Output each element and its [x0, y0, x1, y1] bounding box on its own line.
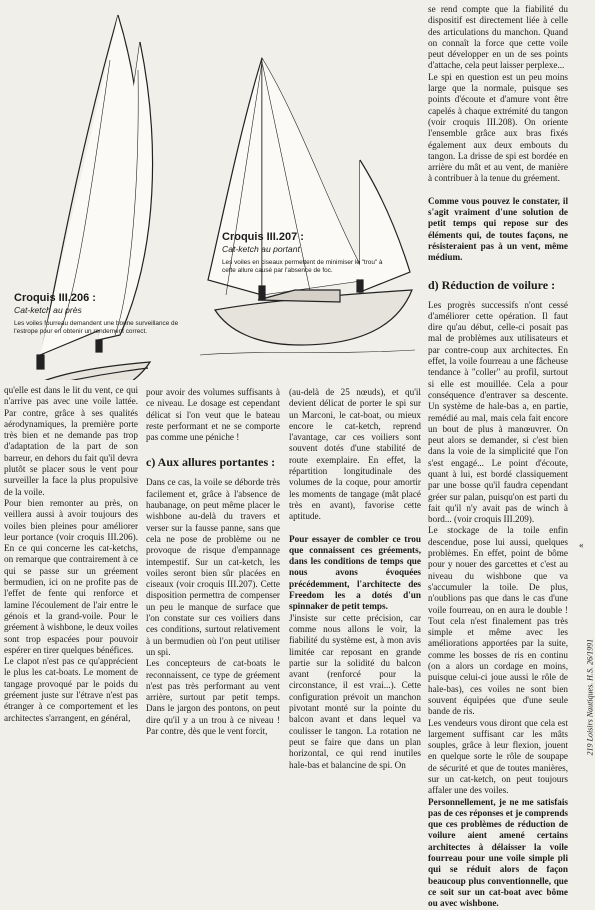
- caption-croquis-206: [14, 292, 184, 335]
- column-4-text-a: se rend compte que la fiabilité du dispositif est directement liée à celle des articulations du manchon. Quand on connaît la force que cette voile peut développer en un de ses points d'attache, cela peut laisser perplexe... Le spi en question est un peu moins large que la normale, puisque ses points d'écoute et d'amure vont être capelés à chaque extrémité du tangon (voir croquis III.208). On oriente l'ensemble grâce aux bras fixés également aux deux embouts du tangon. La drisse de spi est bordée en arrière du mât et au vent, de manière à contribuer à la tenue du gréement.: [428, 4, 568, 184]
- caption-207-title: Croquis III.207 :: [222, 231, 304, 243]
- column-3-bold-text: Pour essayer de combler ce trou que connaissent ces gréements, dans les conditions de temps que nous avons évoquées précédemment, l'architecte des Freedom les a dotés d'un spinnaker de petit temps.: [289, 533, 421, 612]
- folio-text: 219 Loisirs Nautiques. H.S. 26/1991: [585, 638, 595, 756]
- column-1-text: qu'elle est dans le lit du vent, ce qui n'arrive pas avec une voile lattée. Par contre, grâce à ses qualités aérodynamiques, la première porte très bien et ne demande pas trop d'adaptation de la part de son barreur, en dehors du fait qu'il devra plutôt se placer sous le vent pour surveiller la face la plus propulsive de la voile. Pour bien remonter au près, on veillera aussi à avoir toujours des voiles bien pleines pour améliorer leur portance (voir croquis III.206). En ce qui concerne les cat-ketchs, on remarque que contrairement à ce qui se passe sur un gréement bermudien, ici on ne profite pas de l'effet de fente qui renforce et lamine l'écoulement de l'air entre le génois et la grand-voile. Pour le gréement à wishbone, le deux voiles sont trop espacées pour pouvoir espérer en tirer quelques bénéfices. Le clapot n'est pas ce qu'apprécient le plus les cat-boats. Le moment de tangage provoqué par le poids du gréement juste sur l'étrave n'est pas étranger à ce comportement et les architectes s'arrangent, en général,: [4, 385, 138, 723]
- cat-ketch-running-drawing: [200, 58, 415, 355]
- sidebar-folio: [575, 566, 595, 756]
- column-3-text-a: (au-delà de 25 nœuds), et qu'il devient délicat de porter le spi sur un Marconi, le cat-boat, ou mieux encore le cat-ketch, reprend l'avantage, car ces voiliers sont souvent dotés d'une stabilité de route exemplaire. En effet, la répartition longitudinale des volumes de la coque, pour amortir les moments de tangage (mât placé très en avant), favorise cette aptitude.: [289, 387, 421, 522]
- column-2-text-a: pour avoir des volumes suffisants à ce niveau. Le dosage est cependant délicat si l'on veut que le bateau reste performant et ne se comporte pas comme une péniche !: [146, 387, 280, 443]
- caption-207-subtitle: Cat-ketch au portant: [222, 244, 300, 254]
- caption-206-title: Croquis III.206 :: [14, 292, 96, 304]
- caption-croquis-207: [222, 231, 394, 274]
- column-4-bold-text-2: Personnellement, je ne me satisfais pas de ces réponses et je comprends que ces problèmes de réduction de voilure aient amené certains architectes à délaisser la voile fourreau pour une voile simple pli qui se réduit alors de façon beaucoup plus conventionnelle, que ce soit sur un cat-boat avec bôme ou avec wishbone.: [428, 796, 568, 909]
- text-column-2: [146, 387, 280, 737]
- text-column-4: [428, 4, 568, 910]
- caption-206-description: Les voiles fourreau demandent une bonne surveillance de l'estrope pour en obtenir un rendement correct.: [14, 320, 179, 335]
- caption-206-subtitle: Cat-ketch au près: [14, 305, 82, 315]
- section-heading-d: d) Réduction de voilure :: [428, 277, 556, 292]
- column-2-text-b: Dans ce cas, la voile se déborde très facilement et, grâce à l'absence de haubanage, on peut même placer le wishbone au-delà du travers et verser sur la fausse panne, sans que cela ne pose de problème ou ne provoque de risque d'empannage intempestif. Sur un cat-ketch, les voiles seront bien sûr placées en ciseaux (voir croquis III.207). Cette disposition permettra de compenser un peu le manque de surface que l'on constate sur ces voiliers dans ces conditions, surtout relativement à un bermudien où l'on peut utiliser un spi. Les concepteurs de cat-boats le reconnaissent, ce type de gréement n'est pas très performant au vent arrière, surtout par petit temps. Dans le jargon des pontons, on peut dire qu'il y a un trou à ce niveau ! Par contre, dès que le vent forcit,: [146, 477, 280, 737]
- column-4-bold-text: Comme vous pouvez le constater, il s'agit vraiment d'une solution de petit temps qui repose sur des éléments qui, de toutes façons, ne résisteraient pas à un vent, même médium.: [428, 195, 568, 263]
- page-mark: «: [579, 540, 584, 550]
- caption-207-description: Les voiles en ciseaux permettent de minimiser le "trou" à cette allure causé par l'absence de foc.: [222, 259, 383, 274]
- text-column-1: [4, 385, 138, 724]
- section-heading-c: c) Aux allures portantes :: [146, 455, 276, 470]
- column-3-text-b: J'insiste sur cette précision, car comme nous allons le voir, la fiabilité du système est, à mon avis limitée car reposant en grande partie sur la solidité du balcon avant (renforcé pour la circonstance, il est vrai...). Cette configuration prévoit un manchon pivotant monté sur la pointe du balcon avant et dans lequel va coulisser le tangon. La rotation ne peut se faire que dans un plan horizontal, ce qui rend inutiles hale-bas et balancine de spi. On: [289, 612, 421, 770]
- column-4-text-b: Les progrès successifs n'ont cessé d'améliorer cette opération. Il faut dire qu'au début, celle-ci posait pas mal de problèmes aux utilisateurs et par contre-coup aux architectes. En effet, la voile fourreau a une fâcheuse tendance à "coller" au profil, surtout si elle est mouillée. Cela a pour conséquence d'entraver sa descente. Un système de hale-bas a, en partie, remédié au mal, mais cela fait encore un bout de plus à manœuvrer. On peut alors se demander, si c'est bien dans la voie de la simplicité que l'on s'est engagé... Le point d'écoute, quant à lui, est bordé classiquement par une bosse qu'il faudra cependant gréer sur palan, puisqu'on est parti du fait qu'il n'y avait pas de winch à bord... (voir croquis III.209). Le stockage de la toile enfin descendue, pose lui aussi, quelques problèmes. En effet, point de bôme pour y nouer des garcettes et c'est au niveau du wishbone que va s'accumuler la toile. De plus, n'oublions pas que dans le cas d'une voile fourreau, on en aura le double ! Tout cela n'est finalement pas très simple et même avec les améliorations apportées par la suite, comme les bosses de ris en continu (on a alors un cordage en moins, puisque celui-ci joue aussi le rôle de hale-bas), ces voiles ne sont bien souvent équipées que d'une seule bande de ris. Les vendeurs vous diront que cela est largement suffisant car les mâts souples, grâce à leur flexion, jouent en quelque sorte le rôle de soupape de sécurité et que de toutes manières, sur un cat-ketch, on peut toujours affaler une des voiles.: [428, 299, 568, 796]
- text-column-3: [289, 387, 421, 771]
